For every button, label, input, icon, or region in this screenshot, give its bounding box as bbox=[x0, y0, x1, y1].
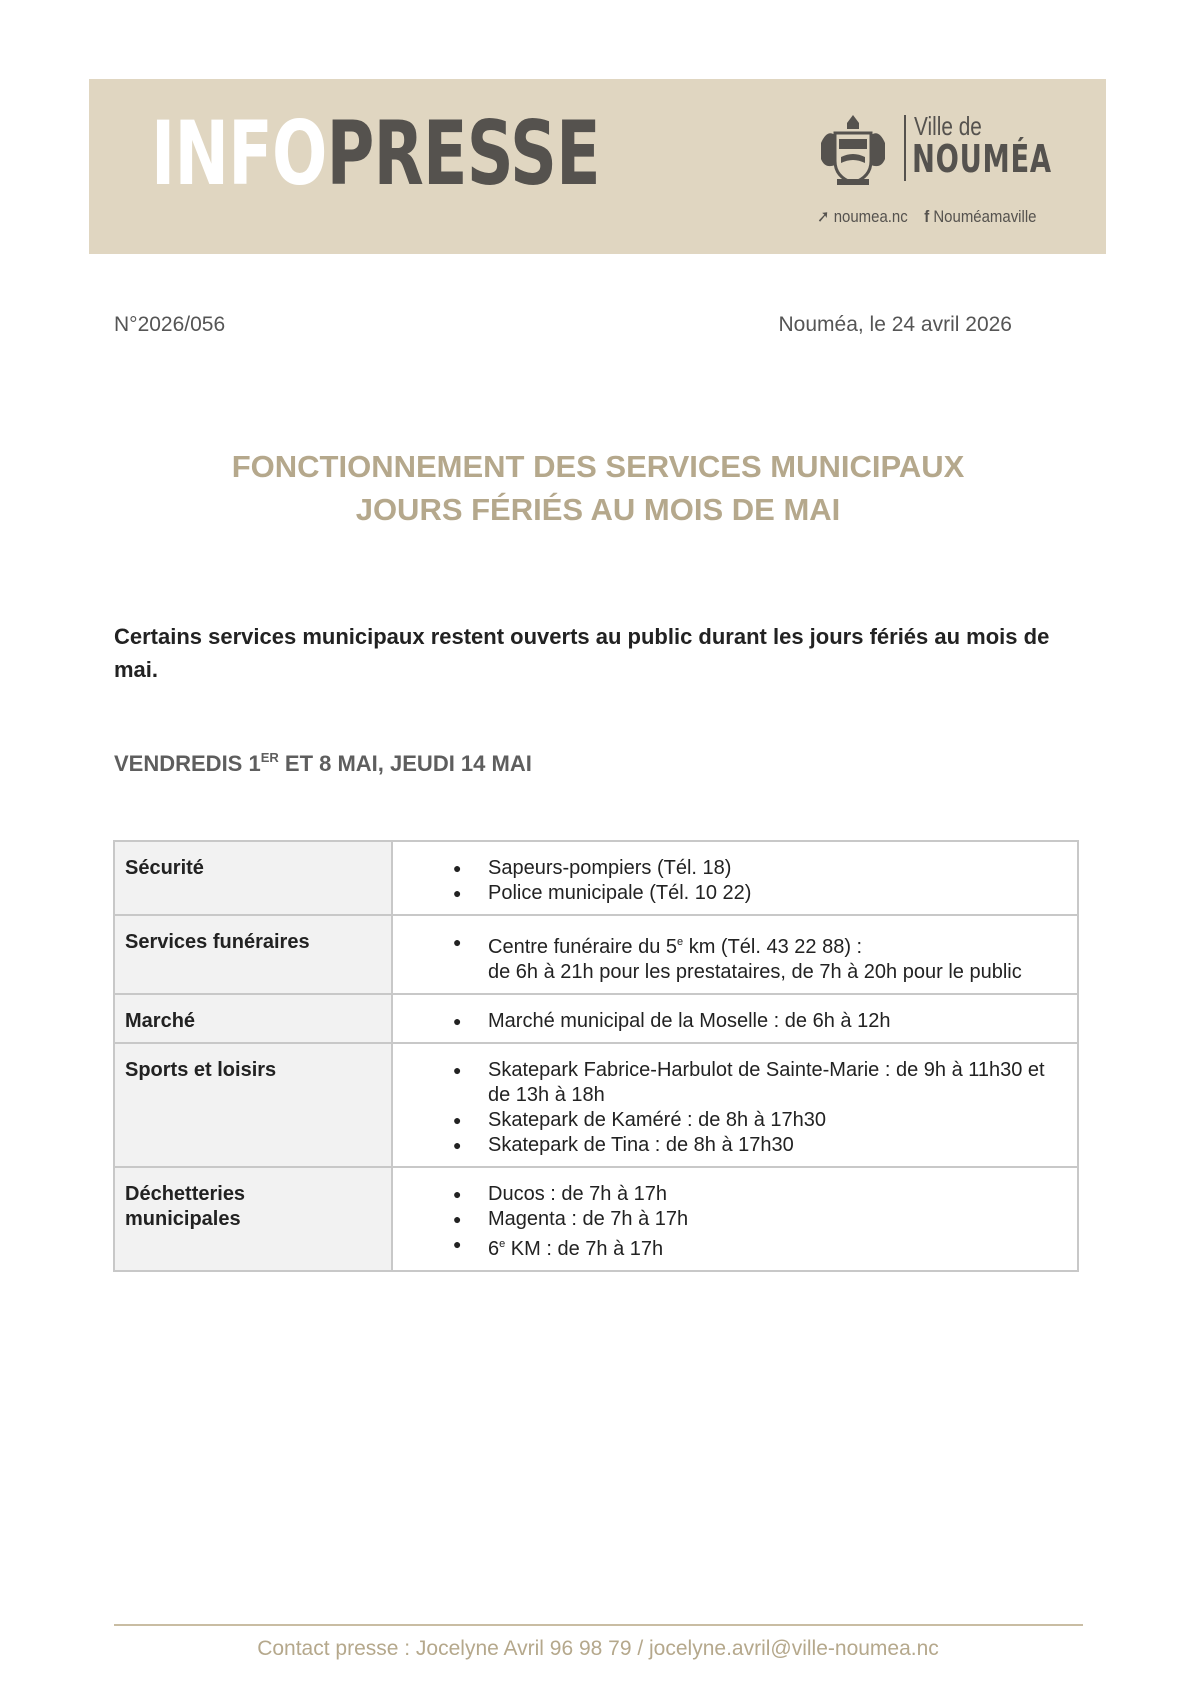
lead-paragraph: Certains services municipaux restent ouverts au public durant les jours fériés au mois de mai. bbox=[114, 624, 1050, 682]
list-item bbox=[453, 1232, 1067, 1262]
table-row bbox=[114, 1043, 1078, 1167]
details-cell bbox=[392, 841, 1078, 915]
category-cell bbox=[114, 1167, 392, 1271]
ville-de-noumea-logo bbox=[817, 111, 1057, 231]
info-presse-wordmark bbox=[151, 102, 600, 205]
list-item: ● Sapeurs-pompiers (Tél. 18) bbox=[453, 856, 1067, 881]
item-sup: e bbox=[677, 936, 684, 948]
category-cell: Sécurité bbox=[114, 841, 392, 915]
facebook-link[interactable]: Nouméamaville bbox=[933, 207, 1037, 226]
list-item: ● Ducos : de 7h à 17h bbox=[453, 1182, 1067, 1207]
list-item: ● Marché municipal de la Moselle : de 6h à 12h bbox=[453, 1009, 1067, 1034]
section-heading bbox=[114, 750, 532, 777]
list-item: ● Skatepark de Tina : de 8h à 17h30 bbox=[453, 1133, 1067, 1158]
footer-divider bbox=[114, 1624, 1083, 1626]
noumea-crest-icon bbox=[817, 113, 889, 189]
item-text: km (Tél. 43 22 88) : bbox=[683, 936, 863, 958]
table-row bbox=[114, 841, 1078, 915]
item-text: 6 bbox=[488, 1238, 500, 1260]
title-line-2: JOURS FÉRIÉS AU MOIS DE MAI bbox=[355, 492, 841, 527]
item-sup: e bbox=[499, 1238, 506, 1250]
logo-ville-de: Ville de bbox=[914, 111, 982, 141]
services-table bbox=[113, 840, 1079, 1272]
category-cell: Marché bbox=[114, 994, 392, 1043]
brand-info: INFO bbox=[151, 102, 327, 205]
document-title bbox=[0, 445, 1192, 531]
logo-links bbox=[817, 207, 1036, 227]
list-item: ● Skatepark de Kaméré : de 8h à 17h30 bbox=[453, 1108, 1067, 1133]
header-banner bbox=[89, 79, 1106, 254]
details-cell bbox=[392, 994, 1078, 1043]
brand-presse: PRESSE bbox=[326, 102, 600, 205]
arrow-icon: ➚ bbox=[817, 207, 830, 226]
title-line-1: FONCTIONNEMENT DES SERVICES MUNICIPAUX bbox=[231, 449, 965, 484]
category-line: municipales bbox=[125, 1208, 241, 1230]
facebook-icon: f bbox=[924, 207, 930, 226]
table-row bbox=[114, 1167, 1078, 1271]
list-item: ● Police municipale (Tél. 10 22) bbox=[453, 881, 1067, 906]
press-release-number: N°2026/056 bbox=[114, 313, 226, 336]
logo-separator bbox=[904, 115, 906, 181]
details-cell bbox=[392, 1167, 1078, 1271]
details-cell bbox=[392, 915, 1078, 994]
item-text: Centre funéraire du 5 bbox=[488, 936, 678, 958]
category-cell: Sports et loisirs bbox=[114, 1043, 392, 1167]
list-item: ● Magenta : de 7h à 17h bbox=[453, 1207, 1067, 1232]
table-row bbox=[114, 994, 1078, 1043]
heading-sup: ER bbox=[260, 750, 279, 765]
heading-pre: VENDREDIS 1 bbox=[114, 751, 261, 776]
category-cell: Services funéraires bbox=[114, 915, 392, 994]
list-item: ● Skatepark Fabrice-Harbulot de Sainte-Marie : de 9h à 11h30 et de 13h à 18h bbox=[453, 1058, 1067, 1108]
category-line: Déchetteries bbox=[125, 1183, 246, 1205]
website-link[interactable]: noumea.nc bbox=[833, 207, 908, 226]
details-cell bbox=[392, 1043, 1078, 1167]
item-text: KM : de 7h à 17h bbox=[505, 1238, 664, 1260]
place-date: Nouméa, le 24 avril 2026 bbox=[778, 313, 1012, 336]
logo-noumea: NOUMÉA bbox=[912, 137, 1052, 181]
table-row bbox=[114, 915, 1078, 994]
list-item bbox=[453, 930, 1067, 985]
item-text: de 6h à 21h pour les prestataires, de 7h à 20h pour le public bbox=[488, 961, 1022, 983]
press-contact: Contact presse : Jocelyne Avril 96 98 79 / jocelyne.avril@ville-noumea.nc bbox=[257, 1637, 939, 1660]
heading-post: ET 8 MAI, JEUDI 14 MAI bbox=[278, 751, 532, 776]
